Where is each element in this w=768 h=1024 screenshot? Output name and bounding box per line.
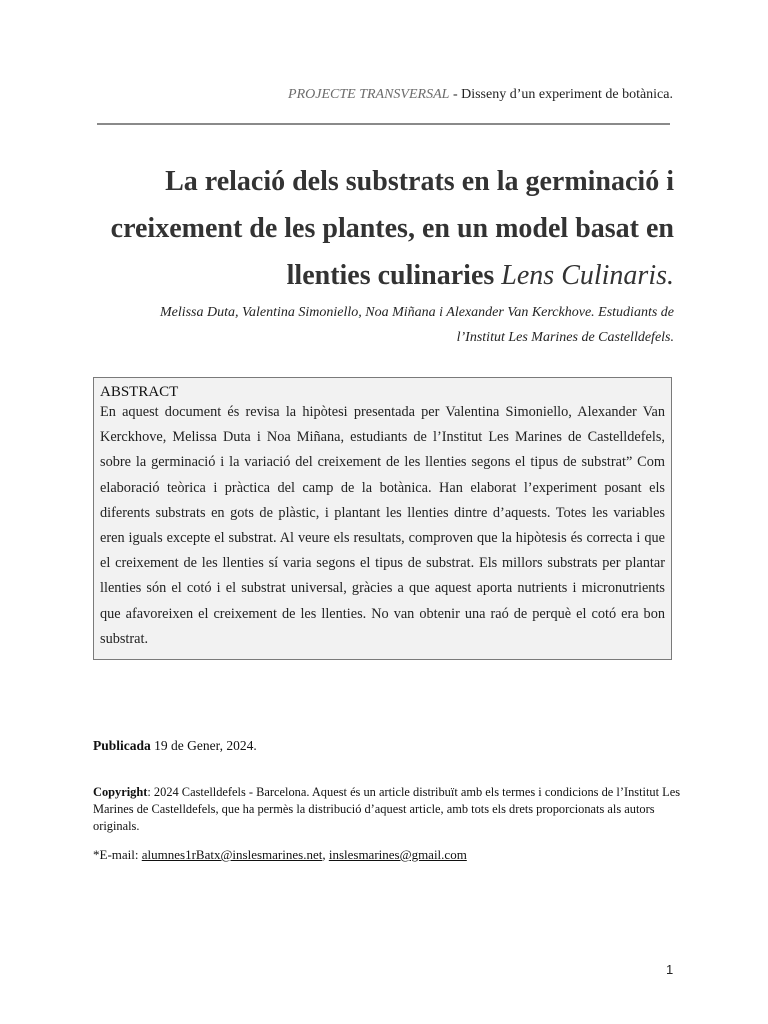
header-separator: - bbox=[449, 87, 462, 102]
email-separator: , bbox=[322, 847, 329, 862]
abstract-heading: ABSTRACT bbox=[100, 384, 179, 400]
title-line-3 bbox=[90, 252, 674, 299]
published-date: 19 de Gener, 2024. bbox=[150, 738, 257, 753]
title-line-2: creixement de les plantes, en un model basat en bbox=[110, 213, 674, 244]
authors-line-1: Melissa Duta, Valentina Simoniello, Noa Miñana i Alexander Van Kerckhove. Estudiants de bbox=[159, 305, 674, 320]
email-link-1[interactable]: alumnes1rBatx@inslesmarines.net bbox=[141, 847, 323, 862]
title-line-3-main: llenties culinaries bbox=[286, 260, 502, 291]
running-header bbox=[288, 87, 673, 103]
copyright-notice bbox=[93, 784, 683, 835]
author-list bbox=[95, 300, 674, 350]
abstract-box bbox=[93, 377, 672, 660]
authors-line-2: l’Institut Les Marines de Castelldefels. bbox=[456, 330, 674, 345]
publication-date bbox=[93, 738, 257, 754]
abstract-text: En aquest document és revisa la hipòtesi presentada per Valentina Simoniello, Alexander Van Kerckhove, Melissa Duta i Noa Miñana, estudiants de l’Institut Les Marines de Castelldefels, sobre la germinació i la variació del creixement de les llenties segons el tipus de substrat” Com elaboració teòrica i pràctica del camp de la botànica. Han elaborat l’experiment posant els diferents substrats en gots de plàstic, i plantant les llenties dintre d’aquests. Totes les variables eren iguals excepte el substrat. Al veure els resultats, comproven que la hipòtesis és correcta i que el creixement de les llenties sí varia segons el tipus de substrat. Els millors substrats per plantar llenties són el cotó i el substrat universal, gràcies a que aquest aporta nutrients i micronutrients que afavoreixen el creixement de les llenties. No van obtenir una raó de perquè el cotó era bon substrat. bbox=[100, 404, 665, 647]
project-label: PROJECTE TRANSVERSAL bbox=[288, 87, 450, 102]
title-scientific-name: Lens Culinaris. bbox=[501, 260, 674, 291]
contact-email bbox=[93, 847, 467, 863]
email-link-2[interactable]: inslesmarines@gmail.com bbox=[328, 847, 467, 862]
published-label: Publicada bbox=[93, 738, 151, 753]
title-line-1: La relació dels substrats en la germinació i bbox=[165, 166, 674, 197]
header-divider bbox=[97, 123, 670, 125]
email-label: *E-mail: bbox=[93, 847, 142, 862]
copyright-text: : 2024 Castelldefels - Barcelona. Aquest és un article distribuït amb els termes i condicions de l’Institut Les Marines de Castelldefels, que ha permès la distribució d’aquest article, amb tots els drets proporcionats als autors originals. bbox=[93, 785, 681, 833]
page-number: 1 bbox=[666, 962, 674, 977]
paper-title bbox=[90, 158, 674, 299]
header-subtitle: Disseny d’un experiment de botànica. bbox=[461, 87, 673, 102]
copyright-label: Copyright bbox=[93, 785, 148, 799]
